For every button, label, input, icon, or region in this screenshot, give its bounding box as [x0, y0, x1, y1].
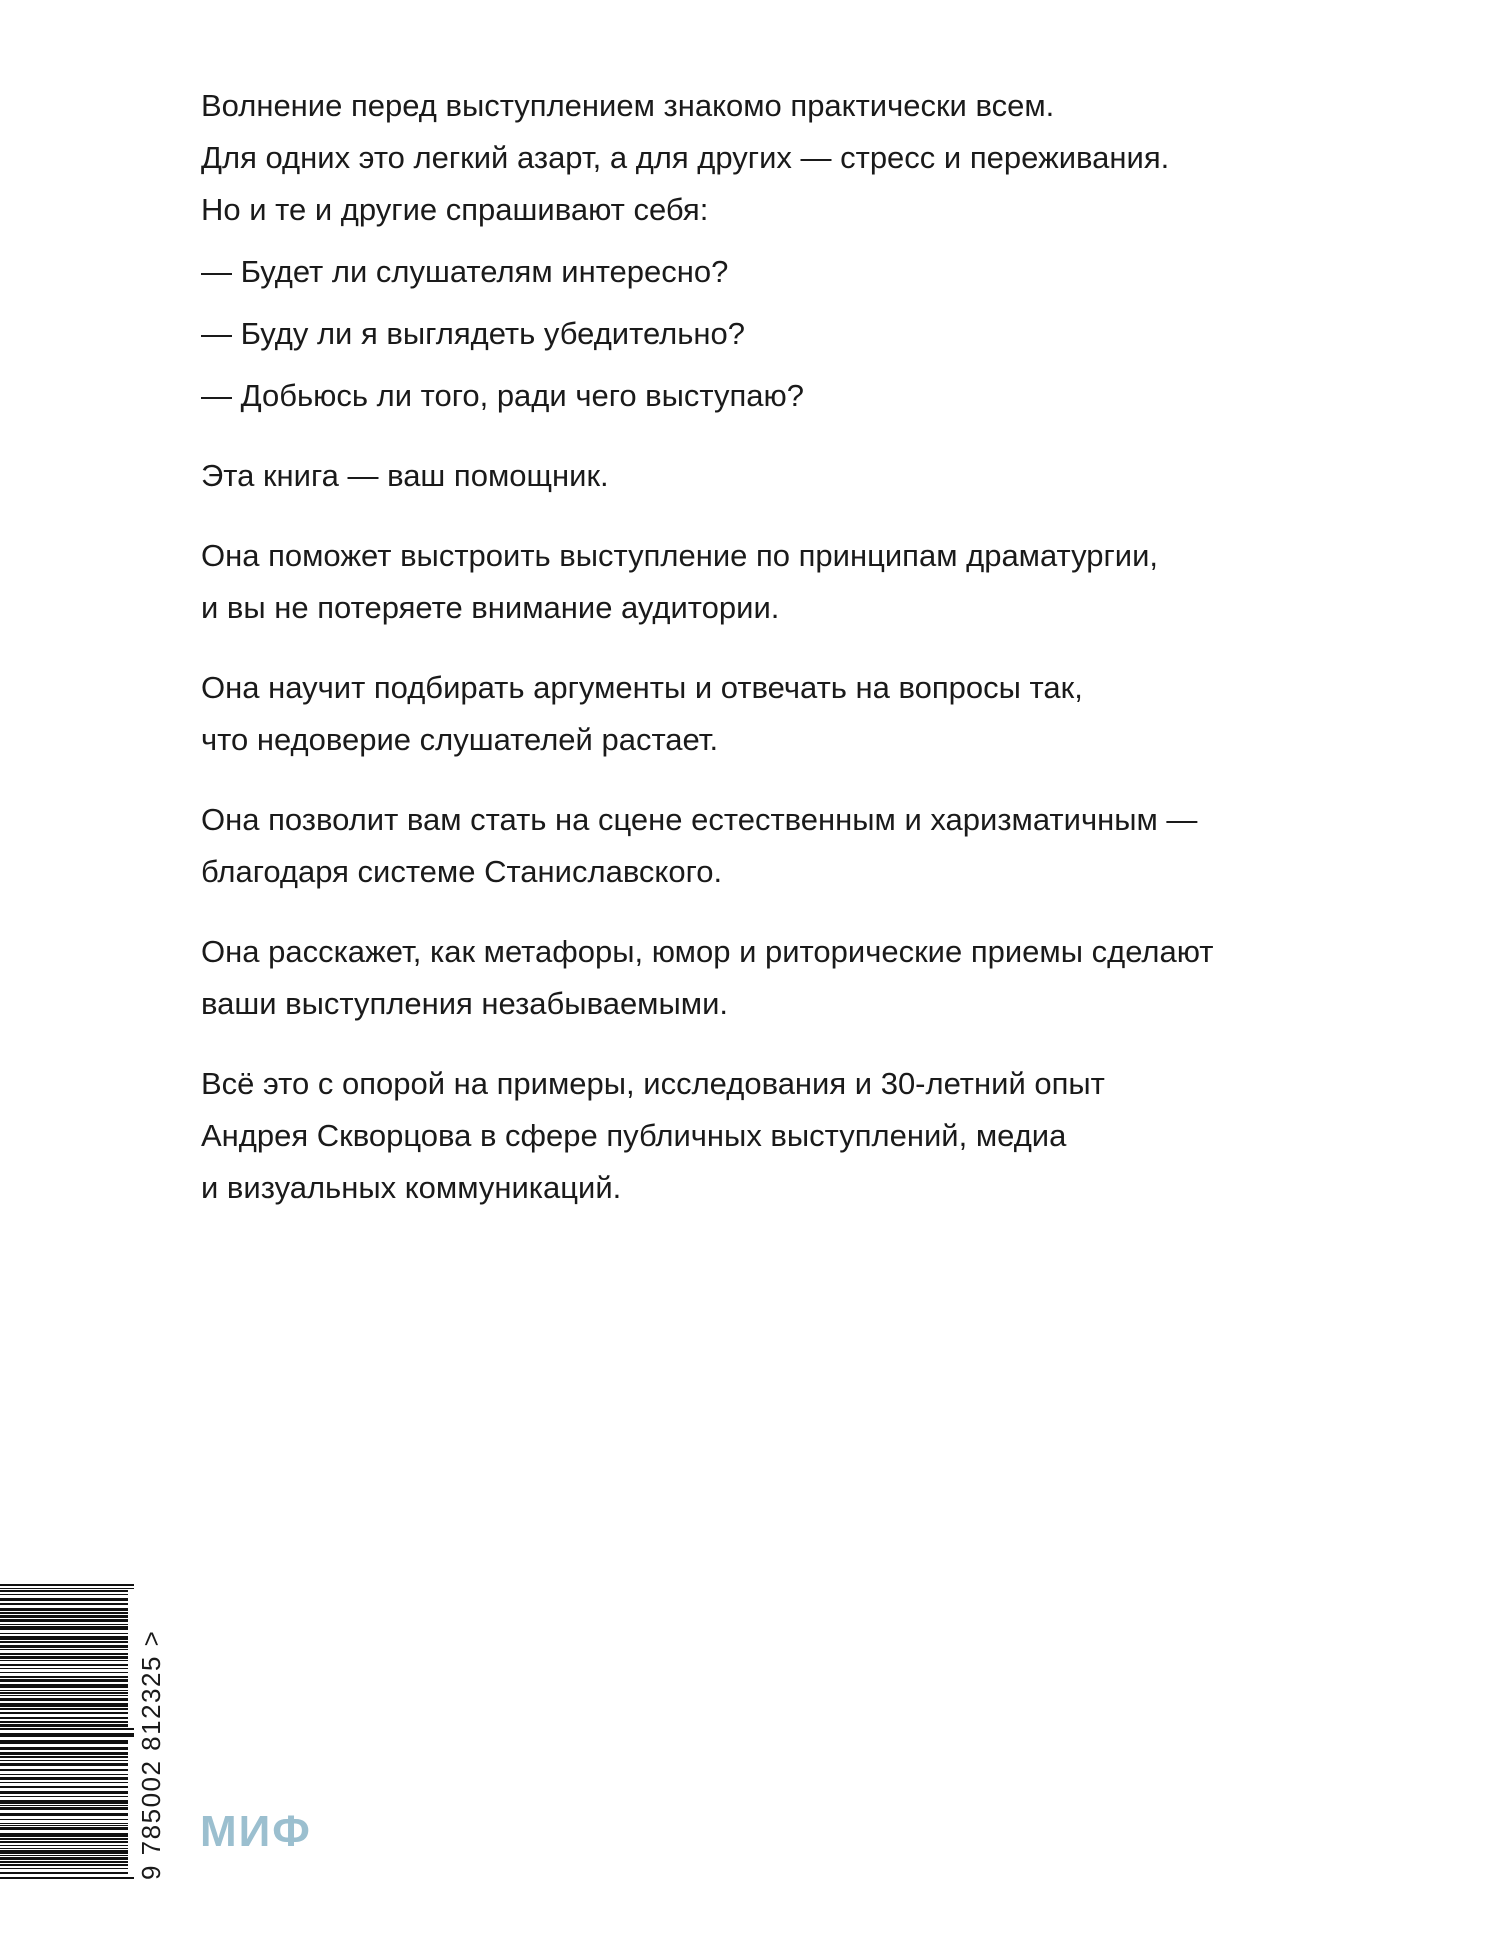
- barcode-bar: [0, 1740, 128, 1744]
- barcode-bar: [0, 1791, 128, 1794]
- barcode-bar: [0, 1649, 128, 1650]
- barcode-bar: [0, 1656, 128, 1659]
- barcode-bar: [0, 1624, 128, 1625]
- barcode-bar: [0, 1641, 128, 1643]
- barcode-bar: [0, 1805, 128, 1806]
- barcode-bar: [0, 1695, 128, 1696]
- barcode-bar: [0, 1857, 128, 1860]
- barcode-bars: [0, 1580, 134, 1886]
- paragraph-line: и вы не потеряете внимание аудитории.: [201, 590, 780, 625]
- paragraph-line: ваши выступления незабываемыми.: [201, 986, 729, 1021]
- barcode-bar: [0, 1676, 128, 1678]
- paragraph-line: благодаря системе Станиславского.: [201, 854, 723, 889]
- barcode-bar: [0, 1819, 128, 1820]
- barcode-bar: [0, 1684, 128, 1688]
- barcode-bar: [0, 1774, 128, 1775]
- paragraph: [201, 1058, 1321, 1214]
- barcode-bar: [0, 1800, 128, 1804]
- paragraph-line: Она позволит вам стать на сцене естественным и харизматичным —: [201, 802, 1198, 837]
- paragraph: [201, 662, 1321, 766]
- barcode-bar: [0, 1712, 128, 1714]
- barcode-bar: [0, 1626, 128, 1630]
- paragraph-line: Всё это с опорой на примеры, исследования и 30-летний опыт: [201, 1066, 1105, 1101]
- barcode-bar: [0, 1872, 128, 1874]
- intro-paragraph: [201, 80, 1321, 236]
- barcode-bar: [0, 1850, 128, 1854]
- barcode-bar: [0, 1668, 128, 1669]
- barcode-bar: [0, 1703, 128, 1707]
- barcode-bar: [0, 1752, 128, 1755]
- paragraph-line: Андрея Скворцова в сфере публичных выступлений, медиа: [201, 1118, 1067, 1153]
- barcode-bar: [0, 1664, 128, 1666]
- barcode-bar: [0, 1708, 128, 1710]
- paragraph: [201, 926, 1321, 1030]
- barcode-bar: [0, 1786, 128, 1788]
- barcode-bar: [0, 1645, 128, 1648]
- isbn-barcode: [0, 1580, 134, 1886]
- barcode-bar: [0, 1636, 128, 1640]
- barcode-bar: [0, 1877, 134, 1879]
- barcode-bar: [0, 1594, 128, 1595]
- barcode-bar: [0, 1584, 134, 1586]
- barcode-bar: [0, 1841, 128, 1843]
- barcode-bar: [0, 1660, 128, 1661]
- barcode-bar: [0, 1848, 128, 1849]
- publisher-logo: МИФ: [200, 1807, 312, 1856]
- barcode-bar: [0, 1679, 128, 1682]
- barcode-bar: [0, 1612, 128, 1614]
- question-item: — Буду ли я выглядеть убедительно?: [201, 316, 745, 351]
- barcode-bar: [0, 1760, 128, 1761]
- barcode-bar: [0, 1590, 128, 1592]
- barcode-bar: [0, 1756, 128, 1758]
- barcode-bar: [0, 1690, 128, 1691]
- barcode-bar: [0, 1796, 128, 1797]
- barcode-bar: [0, 1782, 128, 1783]
- intro-line: Для одних это легкий азарт, а для других — стресс и переживания.: [201, 140, 1170, 175]
- barcode-bar: [0, 1615, 128, 1618]
- barcode-bar: [0, 1692, 128, 1694]
- barcode-bar: [0, 1855, 128, 1856]
- intro-line: Волнение перед выступлением знакомо практически всем.: [201, 88, 1055, 123]
- barcode-bar: [0, 1864, 128, 1866]
- barcode-bar: [0, 1717, 128, 1719]
- barcode-bar: [0, 1823, 128, 1824]
- barcode-bar: [0, 1777, 128, 1780]
- barcode-bar: [0, 1724, 128, 1727]
- barcode-digits: 9 785002 812325 >: [136, 1629, 166, 1880]
- barcode-bar: [0, 1603, 128, 1605]
- barcode-bar: [0, 1598, 128, 1601]
- barcode-bar: [0, 1813, 128, 1816]
- barcode-bar: [0, 1733, 134, 1737]
- barcode-bar: [0, 1769, 128, 1771]
- barcode-bar: [0, 1861, 128, 1863]
- paragraph-line: Она научит подбирать аргументы и отвечать на вопросы так,: [201, 670, 1083, 705]
- paragraph: [201, 794, 1321, 898]
- barcode-bar: [0, 1868, 128, 1869]
- barcode-bar: [0, 1728, 134, 1730]
- paragraph-line: что недоверие слушателей растает.: [201, 722, 719, 757]
- barcode-bar: [0, 1698, 128, 1701]
- question-item: — Добьюсь ли того, ради чего выступаю?: [201, 378, 805, 413]
- barcode-bar: [0, 1763, 128, 1766]
- paragraph-line: и визуальных коммуникаций.: [201, 1170, 622, 1205]
- barcode-bar: [0, 1845, 128, 1846]
- questions-list: [201, 246, 1321, 422]
- barcode-bar: [0, 1633, 128, 1634]
- barcode-bar: [0, 1827, 128, 1830]
- paragraph: [201, 530, 1321, 634]
- paragraph-line: Эта книга — ваш помощник.: [201, 458, 609, 493]
- barcode-bar: [0, 1838, 128, 1840]
- paragraph: [201, 450, 1321, 502]
- barcode-bar: [0, 1747, 128, 1750]
- barcode-bar: [0, 1833, 128, 1837]
- barcode-bar: [0, 1825, 128, 1826]
- barcode-bar: [0, 1619, 128, 1622]
- barcode-bar: [0, 1653, 128, 1655]
- question-item: — Будет ли слушателям интересно?: [201, 254, 729, 289]
- barcode-bar: [0, 1807, 128, 1810]
- barcode-bar: [0, 1588, 134, 1589]
- barcode-bar: [0, 1672, 128, 1673]
- paragraph-line: Она поможет выстроить выступление по принципам драматургии,: [201, 538, 1159, 573]
- barcode-bar: [0, 1721, 128, 1723]
- annotation-text: [201, 80, 1321, 1242]
- paragraph-line: Она расскажет, как метафоры, юмор и риторические приемы сделают: [201, 934, 1214, 969]
- barcode-bar: [0, 1608, 128, 1611]
- intro-line: Но и те и другие спрашивают себя:: [201, 192, 709, 227]
